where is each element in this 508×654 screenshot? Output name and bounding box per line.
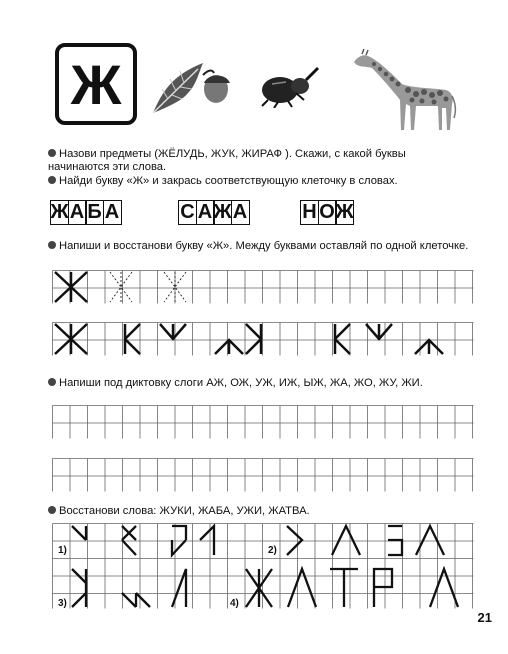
instruction-4 <box>48 377 448 390</box>
instruction-4-text: Напиши под диктовку слоги АЖ, ОЖ, УЖ, ИЖ, ЫЖ, ЖА, ЖО, ЖУ, ЖИ. <box>59 377 423 389</box>
word-cell[interactable]: Ж <box>335 201 354 223</box>
instruction-1 <box>48 148 468 174</box>
task-number-1: 1) <box>58 545 67 556</box>
letter-zh-dotted-1 <box>110 272 132 302</box>
word-sazha <box>178 200 250 225</box>
word-zhaba <box>50 200 122 225</box>
acorn-oak-leaf-image <box>148 55 238 117</box>
bullet-icon <box>48 176 56 184</box>
word-cell[interactable]: А <box>103 200 122 225</box>
word-cell[interactable]: А <box>231 200 250 225</box>
task-number-3: 3) <box>58 598 67 609</box>
giraffe-image <box>352 48 462 132</box>
instruction-3 <box>48 240 478 253</box>
word-cell[interactable]: Ж <box>50 201 69 223</box>
word-nozh <box>300 200 354 225</box>
writing-grid-2[interactable] <box>52 322 474 356</box>
beetle-image <box>256 66 322 108</box>
word-fragments <box>72 526 458 607</box>
letter-zh: Ж <box>70 52 122 116</box>
word-cell[interactable]: Н <box>300 200 319 225</box>
instruction-3-text: Напиши и восстанови букву «Ж». Между буквами оставляй по одной клеточке. <box>59 240 469 252</box>
dictation-grid-1[interactable] <box>52 405 474 439</box>
instruction-1-text: Назови предметы (ЖЁЛУДЬ, ЖУК, ЖИРАФ ). Скажи, с какой буквы начинаются эти слова. <box>48 148 406 173</box>
word-cell[interactable]: А <box>68 200 87 225</box>
letter-zh-sample <box>55 272 87 302</box>
instruction-2-text: Найди букву «Ж» и закрась соответствующую клеточку в словах. <box>59 175 398 187</box>
bullet-icon <box>48 378 56 386</box>
word-cell[interactable]: Б <box>85 200 104 225</box>
instruction-5-text: Восстанови слова: ЖУКИ, ЖАБА, УЖИ, ЖАТВА. <box>59 505 310 517</box>
dictation-grid-2[interactable] <box>52 458 474 492</box>
page-number: 21 <box>477 610 492 625</box>
restore-words-grid[interactable] <box>52 523 474 609</box>
word-cell[interactable]: А <box>196 200 215 225</box>
word-cell[interactable]: О <box>319 201 335 223</box>
grid-lines <box>53 459 474 492</box>
bullet-icon <box>48 149 56 157</box>
writing-grid-1[interactable] <box>52 270 474 304</box>
word-cell[interactable]: С <box>178 200 197 225</box>
task-number-2: 2) <box>268 545 277 556</box>
grid-lines <box>53 271 474 304</box>
instruction-2 <box>48 175 478 188</box>
bullet-icon <box>48 506 56 514</box>
letter-box <box>55 43 137 125</box>
grid-lines <box>53 323 474 356</box>
task-number-4: 4) <box>230 598 239 609</box>
word-cell[interactable]: Ж <box>213 201 232 223</box>
bullet-icon <box>48 241 56 249</box>
grid-lines <box>53 406 474 439</box>
instruction-5 <box>48 505 468 518</box>
